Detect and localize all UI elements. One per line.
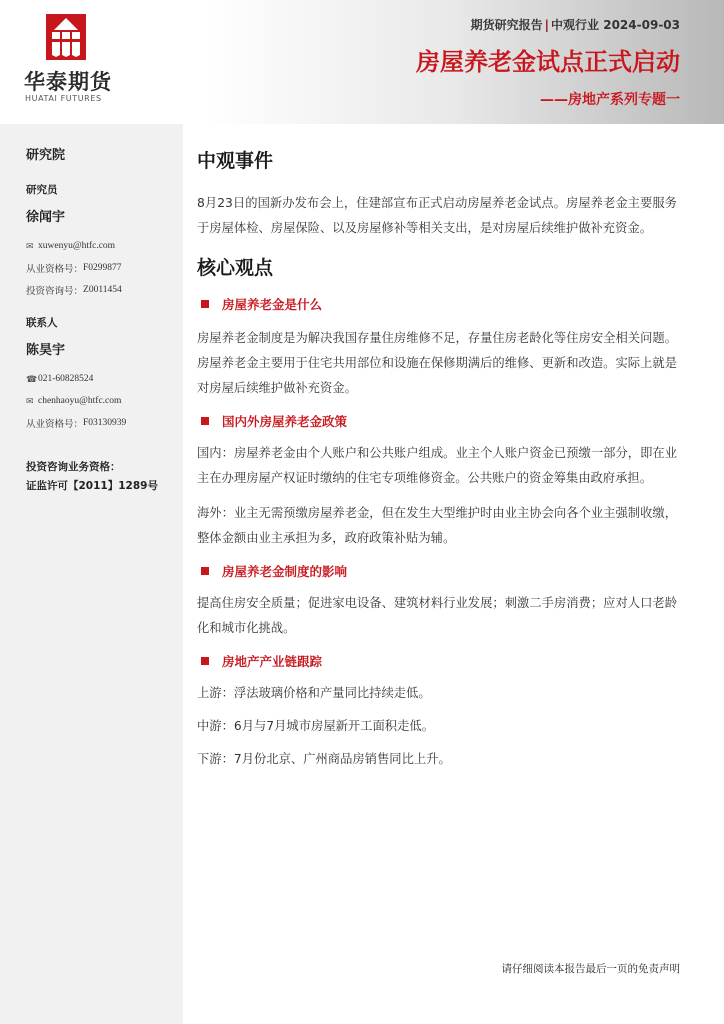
researcher-email[interactable]: xuwenyu@htfc.com [38,241,116,251]
contact-phone-row [26,368,183,390]
section-heading [197,411,677,431]
researcher-label: 研究员 [26,184,58,196]
event-paragraph: 8月23日的国新办发布会上，住建部宣布正式启动房屋养老金试点。房屋养老金主要服务于房屋体检、房屋保险、以及房屋修补等相关支出，是对房屋后续维护做补充资金。 [197,196,677,235]
qualification-license: 证监许可【2011】1289号 [26,480,158,492]
researcher-email-row [26,235,183,257]
section-paragraph: 上游：浮法玻璃价格和产量同比持续走低。 [197,686,431,700]
report-date: 2024-09-03 [603,18,680,32]
section-heading [197,294,677,314]
report-meta [471,16,680,33]
logo-chinese-name: 华泰期货 [24,70,112,94]
report-title: 房屋养老金试点正式启动 [416,48,680,76]
contact-name: 陈昊宇 [26,343,66,358]
contact-cert-row [26,412,183,434]
researcher-cert-row [26,257,183,279]
red-square-bullet-icon [201,567,209,575]
section-title: 房屋养老金是什么 [222,297,323,312]
contact-label: 联系人 [26,317,58,329]
huatai-logo-icon [46,14,86,60]
section-paragraph: 房屋养老金制度是为解决我国存量住房维修不足，存量住房老龄化等住房安全相关问题。房屋养老金主要用于住宅共用部位和设施在保修期满后的维修、更新和改造。实际上就是对房屋后续维护做补充资金。 [197,331,677,395]
section-title: 房屋养老金制度的影响 [222,564,348,579]
report-type: 期货研究报告 [470,18,543,32]
section-paragraph: 提高住房安全质量；促进家电设备、建筑材料行业发展；刺激二手房消费；应对人口老龄化和城市化挑战。 [197,596,677,635]
section-heading [197,651,677,671]
department-name: 研究院 [26,148,66,163]
researcher-invest-label: 投资咨询号： [26,287,84,297]
views-heading: 核心观点 [197,257,274,279]
researcher-cert-label: 从业资格号： [26,265,84,275]
qualification-info [26,458,183,496]
red-square-bullet-icon [201,657,209,665]
section-paragraph: 海外：业主无需预缴房屋养老金，但在发生大型维护时由业主协会向各个业主强制收缴，整体金额由业主承担为多，政府政策补贴为辅。 [197,506,677,545]
author-sidebar [0,124,183,1024]
company-logo [24,14,134,104]
red-square-bullet-icon [201,300,209,308]
researcher-cert: F0299877 [83,263,122,273]
section-paragraph: 下游：7月份北京、广州商品房销售同比上升。 [197,752,451,766]
qualification-title: 投资咨询业务资格： [26,461,121,473]
contact-email[interactable]: chenhaoyu@htfc.com [38,396,122,406]
contact-email-row [26,390,183,412]
envelope-icon: ✉ [26,240,34,251]
report-industry: 中观行业 [551,18,600,32]
envelope-icon: ✉ [26,395,34,406]
report-header [0,0,724,124]
section-title: 国内外房屋养老金政策 [222,414,348,429]
researcher-invest: Z0011454 [83,285,122,295]
report-body [197,142,677,772]
report-subtitle: ——房地产系列专题一 [540,92,680,108]
section-paragraph: 中游：6月与7月城市房屋新开工面积走低。 [197,719,434,733]
meta-separator: | [544,18,550,32]
disclaimer-note: 请仔细阅读本报告最后一页的免责声明 [501,963,680,975]
logo-english-name: HUATAI FUTURES [25,94,102,103]
researcher-invest-row [26,279,183,301]
section-title: 房地产产业链跟踪 [222,654,323,669]
event-heading: 中观事件 [197,150,274,172]
contact-phone: 021-60828524 [38,374,94,384]
researcher-name: 徐闻宇 [26,210,66,225]
section-heading [197,561,677,581]
contact-cert: F03130939 [83,418,127,428]
red-square-bullet-icon [201,417,209,425]
contact-cert-label: 从业资格号： [26,420,84,430]
phone-icon: ☎ [26,373,38,384]
section-paragraph: 国内：房屋养老金由个人账户和公共账户组成。业主个人账户资金已预缴一部分，即在业主在办理房屋产权证时缴纳的住宅专项维修资金。公共账户的资金筹集由政府承担。 [197,446,677,485]
